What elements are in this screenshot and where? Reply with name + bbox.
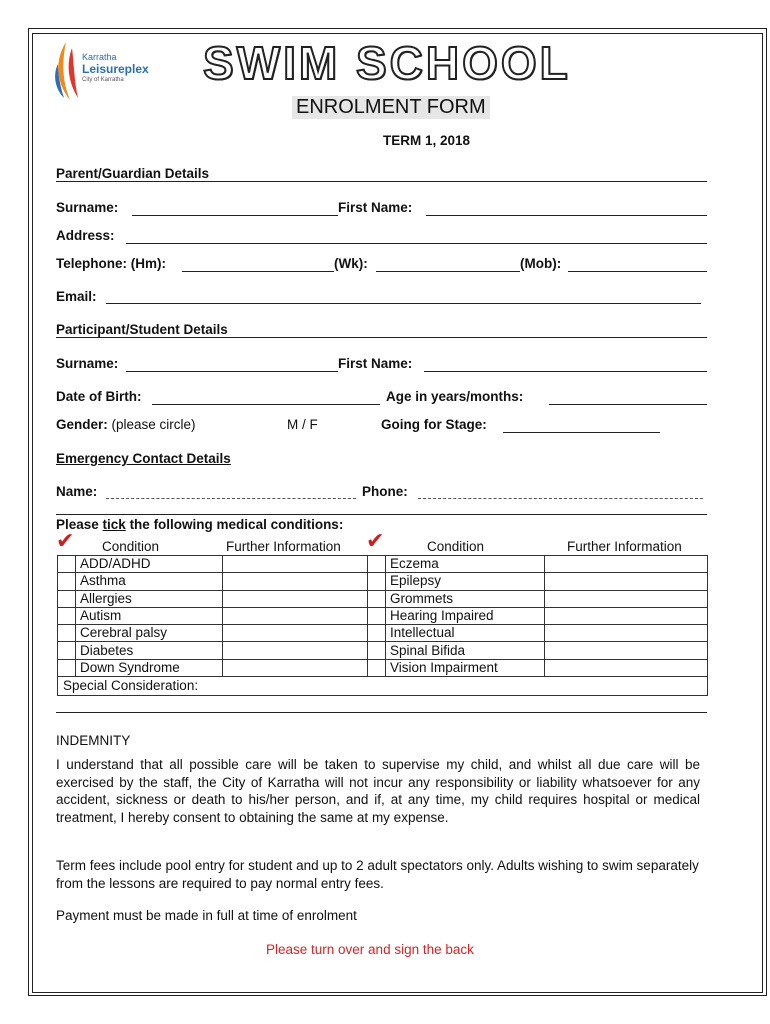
- gender-note: (please circle): [111, 417, 196, 432]
- emergency-phone-field[interactable]: [418, 498, 703, 499]
- further-info-left[interactable]: [223, 607, 368, 624]
- table-row: [58, 573, 708, 590]
- special-consideration[interactable]: [58, 677, 708, 696]
- gender-options[interactable]: M / F: [287, 417, 318, 432]
- condition-left: Cerebral palsy: [76, 625, 223, 642]
- table-row: [58, 659, 708, 676]
- table-row: [58, 625, 708, 642]
- parent-address-label: Address:: [56, 228, 115, 243]
- logo-leisureplex-text: Leisureplex: [82, 62, 149, 76]
- tick-box-left[interactable]: [58, 625, 76, 642]
- condition-right: Spinal Bifida: [386, 642, 545, 659]
- left-condition-header: Condition: [102, 539, 160, 554]
- parent-firstname-field[interactable]: [426, 215, 707, 216]
- tick-box-right[interactable]: [368, 590, 386, 607]
- participant-age-label: Age in years/months:: [386, 389, 524, 404]
- emergency-heading: Emergency Contact Details: [56, 451, 231, 466]
- tick-box-left[interactable]: [58, 590, 76, 607]
- term-fees-paragraph: Term fees include pool entry for student and up to 2 adult spectators only. Adults wishing to swim separately from the lessons are required to pay normal entry fees.: [56, 858, 699, 891]
- participant-surname-field[interactable]: [126, 371, 338, 372]
- parent-telephone-hm-field[interactable]: [182, 271, 334, 272]
- participant-age-field[interactable]: [549, 404, 707, 405]
- parent-telephone-wk-label: (Wk):: [334, 256, 368, 271]
- tick-box-right[interactable]: [368, 607, 386, 624]
- condition-left: Diabetes: [76, 642, 223, 659]
- emergency-phone-label: Phone:: [362, 484, 408, 499]
- further-info-left[interactable]: [223, 573, 368, 590]
- further-info-right[interactable]: [545, 607, 708, 624]
- condition-right: Eczema: [386, 556, 545, 573]
- medical-prompt: Please tick the following medical conditions:: [56, 517, 344, 532]
- tick-icon: ✔: [366, 528, 385, 553]
- participant-stage-field[interactable]: [503, 432, 660, 433]
- further-info-left[interactable]: [223, 659, 368, 676]
- table-row: [58, 607, 708, 624]
- table-row: [58, 590, 708, 607]
- tick-box-right[interactable]: [368, 556, 386, 573]
- parent-email-field[interactable]: [106, 303, 701, 304]
- table-row: [58, 556, 708, 573]
- page-title: SWIM SCHOOL: [203, 37, 571, 89]
- tick-box-right[interactable]: [368, 659, 386, 676]
- parent-telephone-mob-field[interactable]: [568, 271, 707, 272]
- further-info-right[interactable]: [545, 556, 708, 573]
- participant-surname-label: Surname:: [56, 356, 119, 371]
- further-info-right[interactable]: [545, 625, 708, 642]
- parent-heading: Parent/Guardian Details: [56, 166, 210, 181]
- emergency-name-label: Name:: [56, 484, 98, 499]
- participant-dob-field[interactable]: [152, 404, 380, 405]
- payment-note: Payment must be made in full at time of enrolment: [56, 908, 357, 923]
- emergency-name-field[interactable]: [106, 498, 356, 499]
- logo-karratha-text: Karratha: [82, 52, 117, 62]
- further-info-right[interactable]: [545, 642, 708, 659]
- right-info-header: Further Information: [567, 539, 682, 554]
- tick-icon: ✔: [56, 528, 75, 553]
- table-row: [58, 642, 708, 659]
- condition-left: Allergies: [76, 590, 223, 607]
- parent-firstname-label: First Name:: [338, 200, 413, 215]
- left-info-header: Further Information: [226, 539, 341, 554]
- further-info-right[interactable]: [545, 590, 708, 607]
- condition-right: Grommets: [386, 590, 545, 607]
- parent-telephone-hm-label: Telephone: (Hm):: [56, 256, 166, 271]
- tick-box-right[interactable]: [368, 642, 386, 659]
- condition-right: Vision Impairment: [386, 659, 545, 676]
- gender-label-text: Gender:: [56, 417, 108, 432]
- parent-surname-field[interactable]: [132, 215, 338, 216]
- further-info-left[interactable]: [223, 642, 368, 659]
- right-condition-header: Condition: [427, 539, 485, 554]
- tick-box-left[interactable]: [58, 659, 76, 676]
- further-info-right[interactable]: [545, 659, 708, 676]
- logo-mark-icon: [52, 40, 86, 102]
- participant-firstname-label: First Name:: [338, 356, 413, 371]
- condition-right: Hearing Impaired: [386, 607, 545, 624]
- tick-box-left[interactable]: [58, 573, 76, 590]
- participant-heading: Participant/Student Details: [56, 322, 228, 337]
- participant-dob-label: Date of Birth:: [56, 389, 142, 404]
- further-info-left[interactable]: [223, 590, 368, 607]
- turn-over-note: Please turn over and sign the back: [266, 942, 474, 957]
- tick-box-left[interactable]: [58, 607, 76, 624]
- parent-surname-label: Surname:: [56, 200, 119, 215]
- condition-left: Asthma: [76, 573, 223, 590]
- term-label: TERM 1, 2018: [383, 133, 471, 148]
- condition-right: Intellectual: [386, 625, 545, 642]
- tick-box-right[interactable]: [368, 625, 386, 642]
- page-subtitle: ENROLMENT FORM: [292, 96, 490, 119]
- medical-conditions-table: [57, 555, 708, 696]
- parent-email-label: Email:: [56, 289, 97, 304]
- tick-box-left[interactable]: [58, 642, 76, 659]
- participant-firstname-field[interactable]: [424, 371, 707, 372]
- indemnity-heading: INDEMNITY: [56, 733, 131, 748]
- indemnity-paragraph: I understand that all possible care will be taken to supervise my child, and whilst all due care will be exercised by the staff, the City of Karratha will not incur any responsibility or liability whatsoever for any accident, sickness or death to his/her person, and if, at any time, my child requires hospital or medical treatment, I hereby consent to obtaining the same at my expense.: [56, 757, 700, 825]
- leisureplex-logo: [52, 40, 162, 102]
- logo-city-text: City of Karratha: [82, 77, 124, 83]
- parent-telephone-wk-field[interactable]: [376, 271, 520, 272]
- tick-box-right[interactable]: [368, 573, 386, 590]
- condition-left: Down Syndrome: [76, 659, 223, 676]
- participant-stage-label: Going for Stage:: [381, 417, 487, 432]
- parent-telephone-mob-label: (Mob):: [520, 256, 562, 271]
- condition-left: ADD/ADHD: [76, 556, 223, 573]
- parent-address-field[interactable]: [126, 243, 707, 244]
- further-info-right[interactable]: [545, 573, 708, 590]
- condition-left: Autism: [76, 607, 223, 624]
- tick-box-left[interactable]: [58, 556, 76, 573]
- further-info-left[interactable]: [223, 556, 368, 573]
- participant-gender-label: [56, 417, 196, 432]
- special-consideration-label: Special Consideration:: [63, 678, 199, 694]
- condition-right: Epilepsy: [386, 573, 545, 590]
- further-info-left[interactable]: [223, 625, 368, 642]
